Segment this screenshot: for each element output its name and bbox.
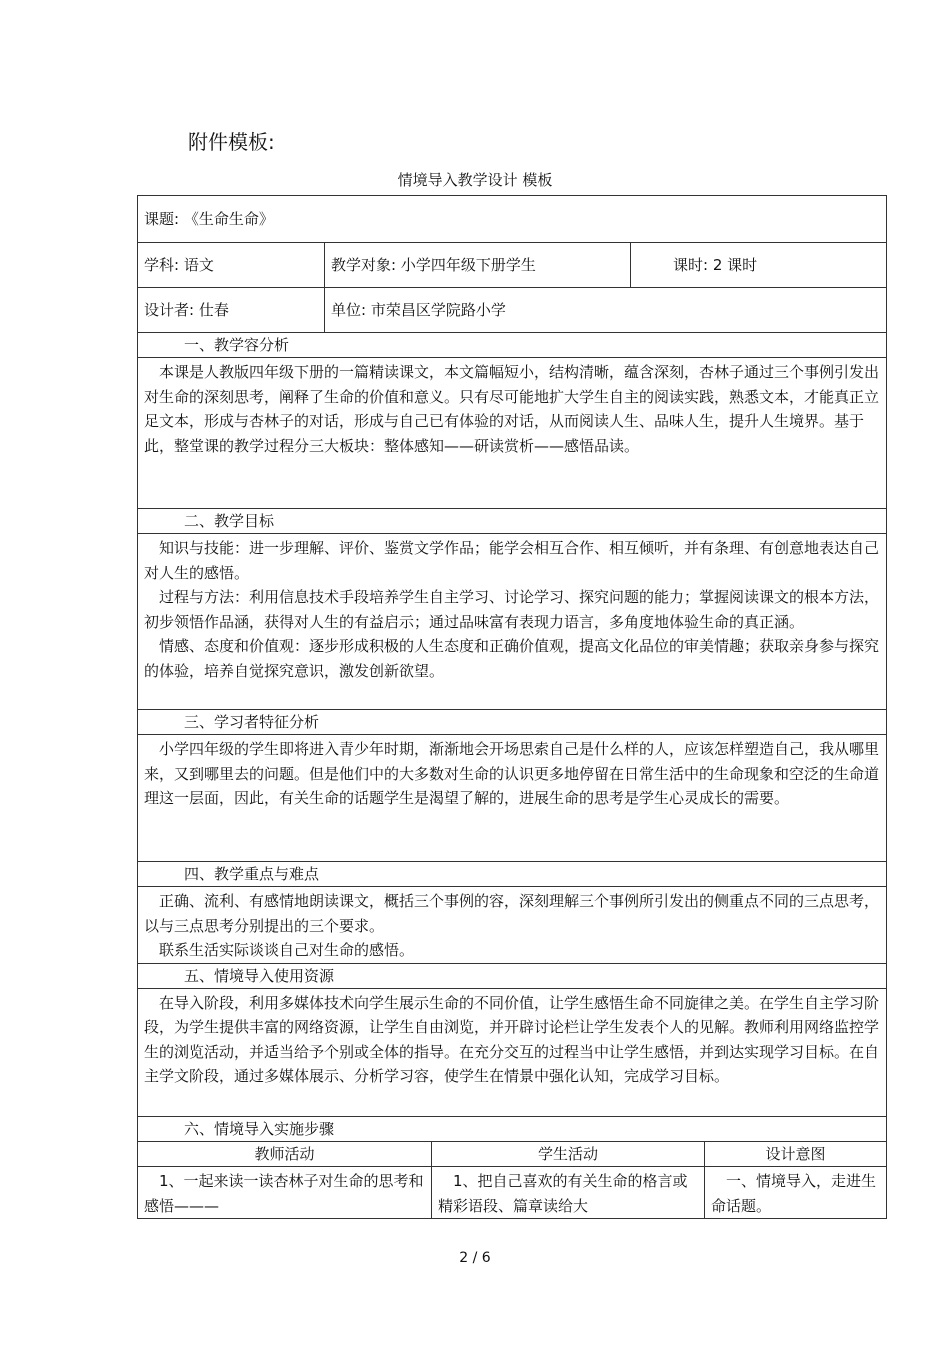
unit-cell: 单位: 市荣昌区学院路小学 xyxy=(325,288,887,333)
page-indicator: 2 / 6 xyxy=(459,1250,491,1266)
section-heading-resources: 五、情境导入使用资源 xyxy=(138,963,887,988)
paragraph: 知识与技能：进一步理解、评价、鉴赏文学作品；能学会相互合作、相互倾听，并有条理、有创意地表达自己对人生的感悟。 xyxy=(144,539,880,582)
periods-cell: 课时: 2 课时 xyxy=(631,243,887,288)
document-title: 情境导入教学设计 模板 xyxy=(397,171,553,189)
section-heading-learner-analysis: 三、学习者特征分析 xyxy=(138,710,887,735)
student-activity-cell xyxy=(432,1167,705,1219)
paragraph: 本课是人教版四年级下册的一篇精读课文，本文篇幅短小，结构清晰，蕴含深刻，杏林子通过三个事例引发出对生命的深刻思考，阐释了生命的价值和意义。只有尽可能地扩大学生自主的阅读实践，熟悉文本，才能真正立足文本，形成与杏林子的对话，形成与自己已有体验的对话，从而阅读人生、品味人生，提升人生境界。基于此，整堂课的教学过程分三大板块：整体感知——研读赏析——感悟品读。 xyxy=(144,363,880,455)
paragraph: 过程与方法：利用信息技术手段培养学生自主学习、讨论学习、探究问题的能力；掌握阅读课文的根本方法，初步领悟作品涵，获得对人生的有益启示；通过品味富有表现力语言，多角度地体验生命的真正涵。 xyxy=(144,588,880,631)
paragraph: 1、一起来读一读杏林子对生命的思考和感悟——— xyxy=(144,1172,424,1215)
paragraph: 1、把自己喜欢的有关生命的格言或精彩语段、篇章读给大 xyxy=(438,1172,688,1215)
design-intent-cell xyxy=(705,1167,887,1219)
designer-cell: 设计者: 仕春 xyxy=(138,288,325,333)
paragraph: 一、情境导入，走进生命话题。 xyxy=(711,1172,877,1215)
column-header-teacher: 教师活动 xyxy=(138,1141,432,1167)
paragraph: 在导入阶段，利用多媒体技术向学生展示生命的不同价值，让学生感悟生命不同旋律之美。在学生自主学习阶段，为学生提供丰富的网络资源，让学生自由浏览，并开辟讨论栏让学生发表个人的见解。教师利用网络监控学生的浏览活动，并适当给予个别或全体的指导。在充分交互的过程当中让学生感悟，并到达实现学习目标。在自主学文阶段，通过多媒体展示、分析学习容，使学生在情景中强化认知，完成学习目标。 xyxy=(144,993,880,1085)
column-header-intent: 设计意图 xyxy=(705,1141,887,1167)
section-body-key-points xyxy=(138,887,887,964)
paragraph: 正确、流利、有感情地朗读课文，概括三个事例的容，深刻理解三个事例所引发出的侧重点不同的三点思考，以与三点思考分别提出的三个要求。 xyxy=(144,892,880,935)
section-heading-content-analysis: 一、教学容分析 xyxy=(138,333,887,358)
paragraph: 情感、态度和价值观：逐步形成积极的人生态度和正确价值观，提高文化品位的审美情趣；获取亲身参与探究的体验，培养自觉探究意识，激发创新欲望。 xyxy=(144,637,880,680)
topic-cell: 课题: 《生命生命》 xyxy=(138,196,887,243)
section-body-teaching-goals xyxy=(138,534,887,710)
section-body-content-analysis xyxy=(138,358,887,509)
audience-cell: 教学对象: 小学四年级下册学生 xyxy=(325,243,631,288)
subject-cell: 学科: 语文 xyxy=(138,243,325,288)
section-heading-implementation: 六、情境导入实施步骤 xyxy=(138,1116,887,1141)
section-heading-teaching-goals: 二、教学目标 xyxy=(138,509,887,534)
teacher-activity-cell xyxy=(138,1167,432,1219)
paragraph: 小学四年级的学生即将进入青少年时期，渐渐地会开场思索自己是什么样的人，应该怎样塑造自己，我从哪里来，又到哪里去的问题。但是他们中的大多数对生命的认识更多地停留在日常生活中的生命现象和空泛的生命道理这一层面，因此，有关生命的话题学生是渴望了解的，进展生命的思考是学生心灵成长的需要。 xyxy=(144,740,880,807)
section-body-learner-analysis xyxy=(138,735,887,862)
attachment-heading: 附件模板: xyxy=(188,130,275,154)
column-header-student: 学生活动 xyxy=(432,1141,705,1167)
section-body-resources xyxy=(138,988,887,1116)
paragraph: 联系生活实际谈谈自己对生命的感悟。 xyxy=(159,941,415,959)
section-heading-key-points: 四、教学重点与难点 xyxy=(138,862,887,887)
lesson-plan-table xyxy=(137,195,887,1219)
